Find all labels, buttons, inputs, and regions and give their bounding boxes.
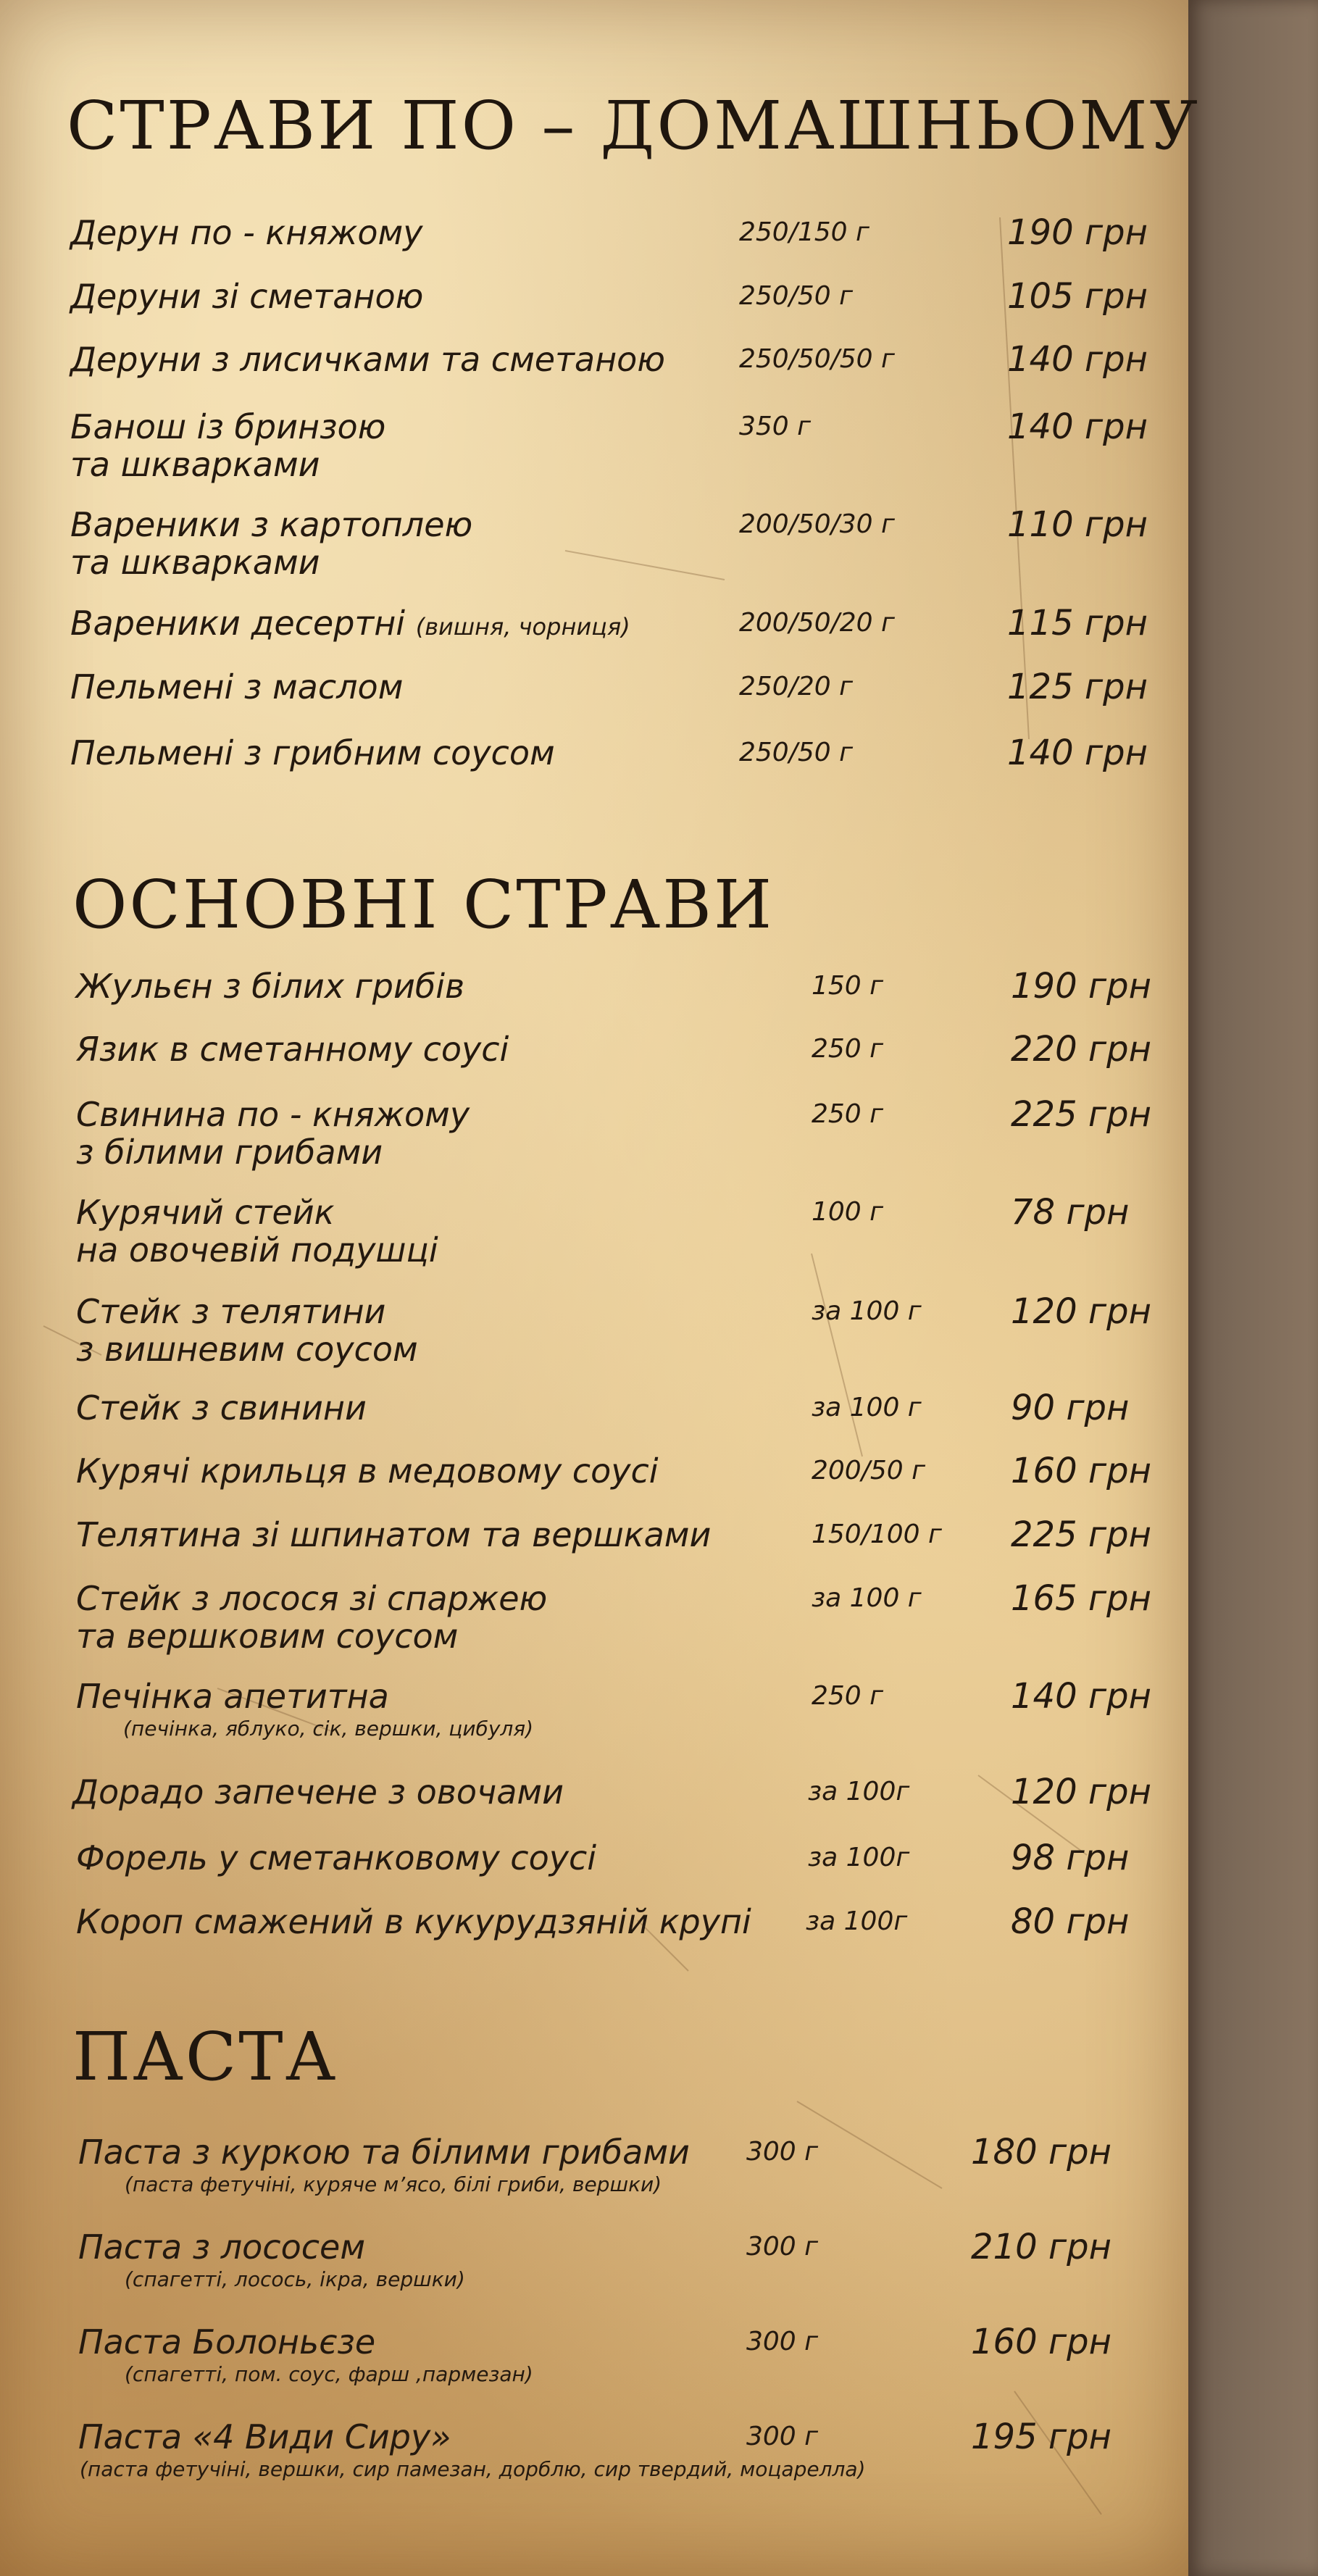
- item-price: 120 грн: [1011, 1772, 1151, 1812]
- item-name: Телятина зі шпинатом та вершками: [76, 1515, 712, 1554]
- item-name: Жульєн з білих грибів: [76, 967, 465, 1006]
- item-weight: за 100г: [808, 1843, 910, 1872]
- item-price: 120 грн: [1011, 1291, 1151, 1332]
- item-name: Деруни зі сметаною: [70, 277, 424, 316]
- item-weight: 250/50 г: [739, 738, 854, 767]
- item-weight: 200/50/20 г: [739, 608, 895, 638]
- item-weight: 250/50/50 г: [739, 344, 895, 374]
- item-name: Паста з лососем: [78, 2227, 366, 2267]
- item-name: Дерун по - княжому: [70, 213, 423, 252]
- item-price: 80 грн: [1011, 1901, 1130, 1942]
- item-name: Пельмені з грибним соусом: [70, 733, 555, 772]
- item-name: Пельмені з маслом: [70, 667, 404, 706]
- section-title: СТРАВИ ПО – ДОМАШНЬОМУ: [67, 87, 1200, 164]
- item-name: Язик в сметанному соусі: [76, 1030, 509, 1069]
- item-name: Вареники десертні (вишня, чорниця): [70, 604, 630, 643]
- item-weight: 300 г: [746, 2232, 819, 2262]
- item-description: (спагетті, пом. соус, фарш ,пармезан): [125, 2362, 533, 2386]
- item-weight: 100 г: [812, 1197, 884, 1227]
- item-name: Форель у сметанковому соусі: [76, 1838, 597, 1877]
- item-name: Стейк з свинини: [76, 1388, 367, 1427]
- item-weight: за 100 г: [812, 1583, 922, 1613]
- item-weight: 350 г: [739, 412, 812, 441]
- item-price: 140 грн: [1007, 339, 1148, 380]
- item-price: 195 грн: [971, 2417, 1111, 2457]
- item-price: 225 грн: [1011, 1514, 1151, 1555]
- item-price: 78 грн: [1011, 1192, 1130, 1233]
- item-price: 105 грн: [1007, 276, 1148, 317]
- item-weight: за 100г: [808, 1777, 910, 1806]
- item-weight: 250/50 г: [739, 281, 854, 311]
- item-name: Паста «4 Види Сиру»: [78, 2417, 451, 2456]
- item-price: 140 грн: [1011, 1676, 1151, 1717]
- item-weight: 250 г: [812, 1681, 884, 1711]
- item-price: 165 грн: [1011, 1578, 1151, 1619]
- item-price: 210 грн: [971, 2227, 1111, 2267]
- item-price: 125 грн: [1007, 667, 1148, 707]
- item-name: Деруни з лисичками та сметаною: [70, 340, 666, 379]
- item-name: Короп смажений в кукурудзяній крупі: [76, 1902, 751, 1941]
- item-name: Курячі крильця в медовому соусі: [76, 1451, 659, 1491]
- item-name: Стейк з телятини з вишневим соусом: [76, 1292, 418, 1369]
- item-weight: 250/20 г: [739, 672, 854, 701]
- item-name: Банош із бринзою та шкварками: [70, 407, 386, 484]
- item-name: Печінка апетитна: [76, 1677, 389, 1716]
- item-name: Дорадо запечене з овочами: [72, 1772, 564, 1812]
- item-name: Вареники з картоплею та шкварками: [70, 505, 473, 582]
- item-weight: 200/50/30 г: [739, 509, 895, 539]
- item-price: 220 грн: [1011, 1029, 1151, 1070]
- item-price: 115 грн: [1007, 603, 1148, 643]
- item-weight: 250 г: [812, 1034, 884, 1064]
- item-weight: за 100 г: [812, 1393, 922, 1422]
- item-price: 180 грн: [971, 2132, 1111, 2172]
- section-title: ПАСТА: [72, 2018, 338, 2096]
- item-weight: 300 г: [746, 2327, 819, 2356]
- item-weight: 250/150 г: [739, 217, 869, 247]
- item-price: 190 грн: [1007, 212, 1148, 253]
- item-weight: за 100г: [806, 1906, 908, 1936]
- item-price: 90 грн: [1011, 1388, 1130, 1428]
- item-name: Курячий стейк на овочевій подушці: [76, 1193, 438, 1270]
- item-description: (спагетті, лосось, ікра, вершки): [125, 2267, 465, 2291]
- item-weight: 250 г: [812, 1099, 884, 1129]
- item-weight: 200/50 г: [812, 1456, 926, 1485]
- item-price: 190 грн: [1011, 966, 1151, 1006]
- item-weight: 150 г: [812, 971, 884, 1001]
- item-description: (печінка, яблуко, сік, вершки, цибуля): [123, 1717, 534, 1741]
- item-price: 225 грн: [1011, 1094, 1151, 1135]
- item-price: 160 грн: [971, 2322, 1111, 2362]
- item-name: Паста з куркою та білими грибами: [78, 2133, 690, 2172]
- item-name: Свинина по - княжому з білими грибами: [76, 1095, 470, 1172]
- item-weight: 300 г: [746, 2137, 819, 2167]
- item-weight: 300 г: [746, 2422, 819, 2451]
- side-bar: [1188, 0, 1318, 2576]
- item-price: 140 грн: [1007, 733, 1148, 773]
- item-description: (паста фетучіні, куряче м’ясо, білі гриби, вершки): [125, 2172, 662, 2196]
- item-price: 110 грн: [1007, 504, 1148, 545]
- item-weight: 150/100 г: [812, 1520, 942, 1549]
- item-name: Стейк з лосося зі спаржею та вершковим соусом: [76, 1579, 548, 1656]
- item-name: Паста Болоньєзе: [78, 2322, 376, 2362]
- item-weight: за 100 г: [812, 1296, 922, 1326]
- item-description: (паста фетучіні, вершки, сир памезан, дорблю, сир твердий, моцарелла): [80, 2457, 866, 2481]
- item-note: (вишня, чорниця): [415, 613, 630, 641]
- item-price: 98 грн: [1011, 1838, 1130, 1878]
- section-title: ОСНОВНІ СТРАВИ: [72, 866, 775, 943]
- item-price: 140 грн: [1007, 407, 1148, 447]
- item-price: 160 грн: [1011, 1451, 1151, 1491]
